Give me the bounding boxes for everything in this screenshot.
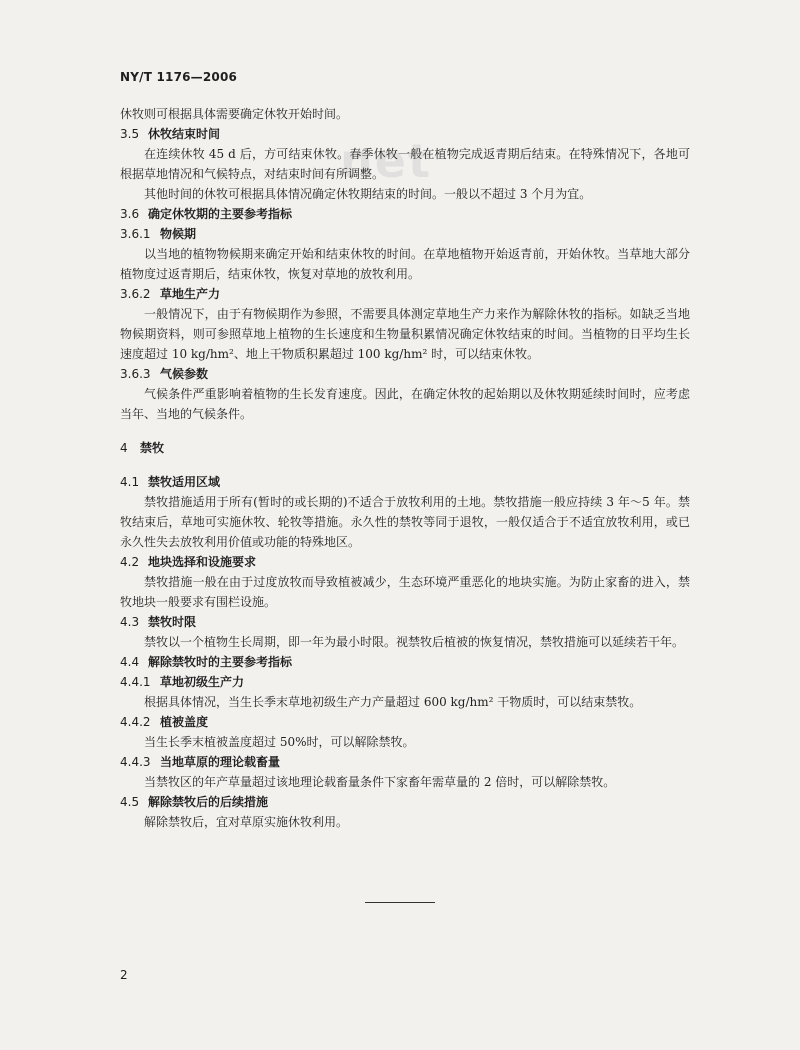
- section-number: 4: [120, 441, 128, 455]
- paragraph: 当生长季末植被盖度超过 50%时，可以解除禁牧。: [144, 735, 415, 749]
- section-title: 地块选择和设施要求: [148, 555, 257, 569]
- section-title: 解除禁牧后的后续措施: [148, 795, 269, 809]
- section-number: 4.4.1: [120, 675, 151, 689]
- section-title: 当地草原的理论载畜量: [160, 755, 281, 769]
- section-title: 植被盖度: [160, 715, 209, 729]
- section-title: 禁牧: [140, 441, 165, 455]
- section-number: 3.6: [120, 207, 140, 221]
- paragraph: 休牧则可根据具体需要确定休牧开始时间。: [120, 107, 349, 121]
- section-title: 禁牧适用区域: [148, 475, 221, 489]
- section-heading: [120, 652, 690, 672]
- section-title: 气候参数: [160, 367, 209, 381]
- section-number: 4.5: [120, 795, 140, 809]
- section-heading: [120, 284, 690, 304]
- paragraph: 在连续休牧 45 d 后，方可结束休牧。春季休牧一般在植物完成返青期后结束。在特殊情况下，各地可根据草地情况和气候特点，对结束时间有所调整。: [120, 147, 690, 181]
- section-heading: [120, 612, 690, 632]
- section-number: 4.2: [120, 555, 140, 569]
- section-number: 3.5: [120, 127, 140, 141]
- paragraph: 禁牧以一个植物生长周期，即一年为最小时限。视禁牧后植被的恢复情况，禁牧措施可以延续若干年。: [144, 635, 685, 649]
- section-number: 4.3: [120, 615, 140, 629]
- paragraph: 一般情况下，由于有物候期作为参照，不需要具体测定草地生产力来作为解除休牧的指标。如缺乏当地物候期资料，则可参照草地上植物的生长速度和生物量积累情况确定休牧结束的时间。当植物的日平均生长速度超过 10 kg/hm²、地上干物质积累超过 100 kg/hm² 时，可以结束休牧。: [120, 307, 690, 361]
- section-title: 草地初级生产力: [160, 675, 245, 689]
- paragraph: 禁牧措施适用于所有(暂时的或长期的)不适合于放牧利用的土地。禁牧措施一般应持续 3 年～5 年。禁牧结束后，草地可实施休牧、轮牧等措施。永久性的禁牧等同于退牧，一般仅适合于不适宜放牧利用，或已永久性失去放牧利用价值或功能的特殊地区。: [120, 495, 690, 549]
- section-number: 3.6.1: [120, 227, 151, 241]
- paragraph: 气候条件严重影响着植物的生长发育速度。因此，在确定休牧的起始期以及休牧期延续时间时，应考虑当年、当地的气候条件。: [120, 387, 690, 421]
- document-body: [120, 104, 690, 832]
- standard-number: NY/T 1176—2006: [120, 70, 238, 84]
- section-number: 4.4: [120, 655, 140, 669]
- section-heading: [120, 124, 690, 144]
- section-number: 4.4.3: [120, 755, 151, 769]
- section-number: 3.6.2: [120, 287, 151, 301]
- section-heading: [120, 752, 690, 772]
- watermark: net: [340, 134, 432, 188]
- end-separator-line: [365, 902, 435, 903]
- section-title: 物候期: [160, 227, 197, 241]
- paragraph: 禁牧措施一般在由于过度放牧而导致植被减少，生态环境严重恶化的地块实施。为防止家畜的进入，禁牧地块一般要求有围栏设施。: [120, 575, 690, 609]
- section-number: 3.6.3: [120, 367, 151, 381]
- section-heading: [120, 472, 690, 492]
- section-heading: [120, 672, 690, 692]
- section-number: 4.4.2: [120, 715, 151, 729]
- page-number: 2: [120, 968, 128, 982]
- section-title: 休牧结束时间: [148, 127, 221, 141]
- section-title: 草地生产力: [160, 287, 221, 301]
- section-title: 解除禁牧时的主要参考指标: [148, 655, 293, 669]
- section-title: 禁牧时限: [148, 615, 197, 629]
- section-number: 4.1: [120, 475, 140, 489]
- section-heading: [120, 552, 690, 572]
- section-title: 确定休牧期的主要参考指标: [148, 207, 293, 221]
- section-heading: [120, 224, 690, 244]
- paragraph: 根据具体情况，当生长季末草地初级生产力产量超过 600 kg/hm² 干物质时，可以结束禁牧。: [144, 695, 642, 709]
- paragraph: 其他时间的休牧可根据具体情况确定休牧期结束的时间。一般以不超过 3 个月为宜。: [144, 187, 592, 201]
- section-heading: [120, 364, 690, 384]
- paragraph: 解除禁牧后，宜对草原实施休牧利用。: [144, 815, 349, 829]
- section-heading: [120, 712, 690, 732]
- section-heading: [120, 438, 690, 458]
- paragraph: 以当地的植物物候期来确定开始和结束休牧的时间。在草地植物开始返青前，开始休牧。当草地大部分植物度过返青期后，结束休牧，恢复对草地的放牧利用。: [120, 247, 690, 281]
- section-heading: [120, 204, 690, 224]
- section-heading: [120, 792, 690, 812]
- paragraph: 当禁牧区的年产草量超过该地理论载畜量条件下家畜年需草量的 2 倍时，可以解除禁牧。: [144, 775, 616, 789]
